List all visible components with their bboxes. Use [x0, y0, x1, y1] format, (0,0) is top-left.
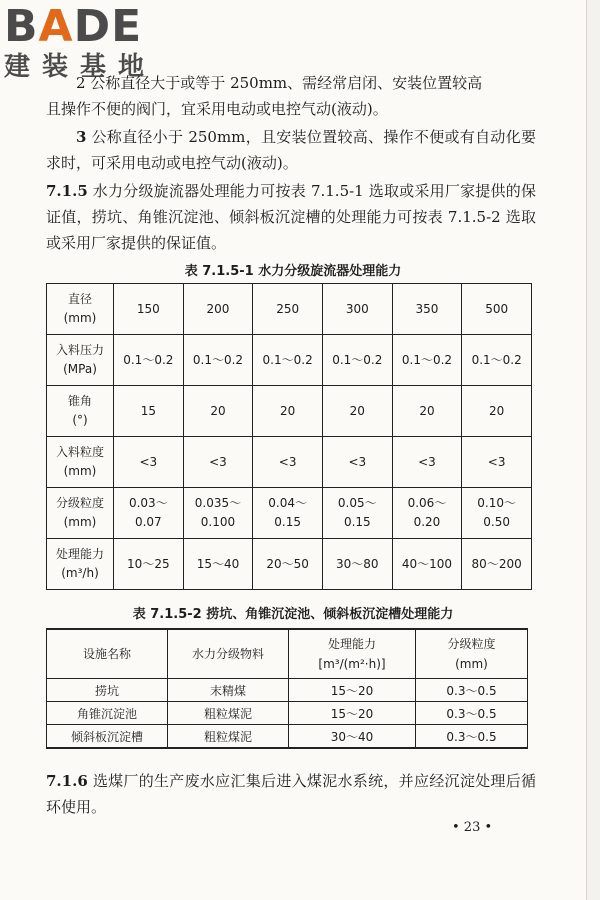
- table2-cell: 0.3～0.5: [416, 679, 528, 702]
- paragraph-item-2-cont: [46, 96, 536, 122]
- table1-cell: [253, 284, 323, 335]
- section-7-1-5-number: 7.1.5: [46, 182, 88, 200]
- paragraph-item-3: [46, 124, 536, 176]
- table1-cell: [253, 437, 323, 488]
- table1-cell-line: <3: [348, 454, 367, 469]
- table2-cell: 粗粒煤泥: [168, 725, 289, 749]
- table-row: [47, 539, 532, 590]
- table2-cell: 0.3～0.5: [416, 702, 528, 725]
- paragraph-item-2-line1: 2 公称直径大于或等于 250mm、需经常启闭、安装位置较高: [76, 74, 483, 92]
- table1-row-header-line: 分级粒度: [55, 496, 104, 510]
- table1-cell: [183, 284, 253, 335]
- table1-cell-line: 15: [140, 403, 156, 418]
- table1-cell-line: 40～100: [401, 556, 453, 571]
- table1-cell: [114, 335, 184, 386]
- table1-cell-line: 0.100: [200, 515, 236, 529]
- table1-row-header-line: 处理能力: [55, 547, 104, 561]
- section-7-1-5-text: 水力分级旋流器处理能力可按表 7.1.5-1 选取或采用厂家提供的保证值，捞坑、角锥沉淀池、倾斜板沉淀槽的处理能力可按表 7.1.5-2 选取或采用厂家提供的保证值。: [46, 182, 536, 252]
- table1-cell: [392, 284, 462, 335]
- paragraph-item-2: [46, 70, 536, 96]
- table1-cell: [392, 335, 462, 386]
- section-7-1-6-number: 7.1.6: [46, 772, 88, 790]
- table1-cell: [183, 437, 253, 488]
- table1-cell: [253, 539, 323, 590]
- table1-row-header: [47, 437, 114, 488]
- table-row: [47, 335, 532, 386]
- section-7-1-5: [46, 178, 536, 256]
- table1-cell: [392, 437, 462, 488]
- table1-cell-line: 0.1～0.2: [471, 352, 522, 367]
- table1-cell: [183, 539, 253, 590]
- table1-cell-line: <3: [487, 454, 506, 469]
- table-row: [47, 284, 532, 335]
- table2-header-size-l1: 分级粒度: [447, 637, 496, 651]
- table1-cell: [183, 335, 253, 386]
- table-row: [47, 386, 532, 437]
- table1-cell: [392, 386, 462, 437]
- table1-cell: [183, 488, 253, 539]
- table2-header-size: [416, 629, 528, 679]
- table1-hydrocyclone-capacity: [46, 283, 532, 590]
- table2-cell: 15～20: [289, 702, 416, 725]
- table1-cell-line: 0.10～: [477, 496, 517, 510]
- table1-cell: [322, 437, 392, 488]
- table1-row-header-line: (mm): [63, 515, 97, 529]
- table1-cell-line: 20: [210, 403, 226, 418]
- table1-cell-line: 30～80: [336, 556, 379, 571]
- table1-cell: [183, 386, 253, 437]
- table1-row-header: [47, 386, 114, 437]
- table2-cell: 捞坑: [47, 679, 168, 702]
- table1-row-header-line: 入料粒度: [55, 445, 104, 459]
- table1-row-header-line: (m³/h): [61, 566, 99, 580]
- table1-cell-line: 20: [349, 403, 365, 418]
- table1-row-header-line: 入料压力: [55, 343, 104, 357]
- table1-cell-line: 20: [280, 403, 296, 418]
- table1-row-header: [47, 284, 114, 335]
- table1-cell: [114, 386, 184, 437]
- table1-cell-line: 10～25: [127, 556, 170, 571]
- table1-cell-line: <3: [278, 454, 297, 469]
- table1-cell: [322, 488, 392, 539]
- table1-cell: [462, 284, 532, 335]
- section-7-1-6-text: 选煤厂的生产废水应汇集后进入煤泥水系统，并应经沉淀处理后循环使用。: [46, 772, 536, 816]
- table2-cell: 15～20: [289, 679, 416, 702]
- table1-cell-line: 0.1～0.2: [192, 352, 244, 367]
- table1-cell-line: 0.04～: [268, 496, 307, 510]
- paragraph-item-3-number: 3: [76, 128, 87, 146]
- table1-row-header-line: (mm): [63, 311, 97, 325]
- table1-cell: [253, 386, 323, 437]
- table1-cell-line: 0.03～: [128, 496, 168, 510]
- table2-cell: 粗粒煤泥: [168, 702, 289, 725]
- table1-cell-line: 20: [419, 403, 435, 418]
- table1-cell-line: 0.1～0.2: [332, 352, 383, 367]
- table1-cell-line: 80～200: [471, 556, 522, 571]
- table1-cell: [114, 437, 184, 488]
- table2-header-material: 水力分级物料: [168, 629, 289, 679]
- table1-caption: 表 7.1.5-1 水力分级旋流器处理能力: [184, 264, 402, 279]
- table1-cell-line: <3: [209, 454, 227, 469]
- table1-row-header: [47, 335, 114, 386]
- table1-cell-line: <3: [418, 454, 436, 469]
- table2-header-size-l2: (mm): [455, 657, 488, 671]
- table1-row-header: [47, 488, 114, 539]
- table1-cell: [462, 488, 532, 539]
- table1-cell: [322, 284, 392, 335]
- table1-cell-line: 500: [485, 301, 509, 316]
- table1-cell-line: 200: [206, 301, 230, 316]
- table1-cell-line: 0.1～0.2: [401, 352, 453, 367]
- table1-row-header-line: (mm): [63, 464, 97, 478]
- table1-row-header-line: (MPa): [63, 362, 97, 376]
- table1-cell-line: 15～40: [196, 556, 240, 571]
- table1-cell-line: 0.05～: [337, 496, 377, 510]
- table2-cell: 倾斜板沉淀槽: [47, 725, 168, 749]
- paragraph-item-3-text: 公称直径小于 250mm，且安装位置较高、操作不便或有自动化要求时，可采用电动或电控气动(液动)。: [46, 128, 536, 172]
- table1-cell-line: 0.035～: [194, 496, 242, 510]
- table1-cell: [322, 335, 392, 386]
- table1-cell: [253, 488, 323, 539]
- watermark-logo-word: BADE: [4, 1, 143, 52]
- table1-cell-line: 0.20: [413, 515, 441, 529]
- table1-cell: [322, 386, 392, 437]
- table1-cell: [392, 539, 462, 590]
- table1-row-header-line: 锥角: [67, 394, 92, 408]
- table-row: [47, 437, 532, 488]
- table1-cell-line: 0.06～: [407, 496, 447, 510]
- table1-cell: [462, 437, 532, 488]
- table1-cell-line: 0.50: [483, 515, 510, 529]
- table2-cell: 末精煤: [168, 679, 289, 702]
- table1-cell-line: <3: [139, 454, 158, 469]
- table1-cell-line: 0.07: [134, 515, 162, 529]
- table1-row-header: [47, 539, 114, 590]
- table1-cell: [253, 335, 323, 386]
- table1-cell: [462, 386, 532, 437]
- section-7-1-6: [46, 768, 536, 820]
- table1-row-header-line: 直径: [67, 292, 92, 306]
- table1-cell: [462, 335, 532, 386]
- table1-cell-line: 0.1～0.2: [123, 352, 174, 367]
- table2-caption: 表 7.1.5-2 捞坑、角锥沉淀池、倾斜板沉淀槽处理能力: [132, 607, 454, 622]
- table-row: [47, 679, 528, 702]
- table2-header-capacity-l1: 处理能力: [327, 637, 376, 651]
- page-number: • 23 •: [452, 820, 493, 835]
- table1-cell-line: 250: [276, 301, 300, 316]
- watermark-logo-subtitle: 建装基地: [4, 52, 157, 82]
- table2-header-capacity: [289, 629, 416, 679]
- table1-cell-line: 20: [489, 403, 505, 418]
- table1-cell-line: 0.15: [343, 515, 371, 529]
- table1-cell-line: 150: [136, 301, 160, 316]
- table1-cell-line: 0.15: [274, 515, 301, 529]
- table2-cell: 30～40: [289, 725, 416, 749]
- table2-cell: 角锥沉淀池: [47, 702, 168, 725]
- table2-settling-capacity: [46, 628, 528, 749]
- table1-cell: [322, 539, 392, 590]
- table2-header-capacity-l2: [m³/(m²·h)]: [318, 657, 386, 671]
- paragraph-item-2-line2: 且操作不便的阀门，宜采用电动或电控气动(液动)。: [46, 100, 388, 118]
- table2-cell: 0.3～0.5: [416, 725, 528, 749]
- table1-cell: [462, 539, 532, 590]
- table-row: [47, 488, 532, 539]
- table1-cell-line: 0.1～0.2: [262, 352, 313, 367]
- table1-cell: [114, 488, 184, 539]
- table-row: [47, 725, 528, 749]
- table1-cell-line: 350: [415, 301, 439, 316]
- table1-cell-line: 20～50: [266, 556, 309, 571]
- table2-header-row: [47, 629, 528, 679]
- table-row: [47, 702, 528, 725]
- table1-cell-line: 300: [345, 301, 369, 316]
- table1-cell: [114, 284, 184, 335]
- table1-row-header-line: (°): [72, 413, 88, 427]
- table1-cell: [114, 539, 184, 590]
- table1-cell: [392, 488, 462, 539]
- table2-header-facility: 设施名称: [47, 629, 168, 679]
